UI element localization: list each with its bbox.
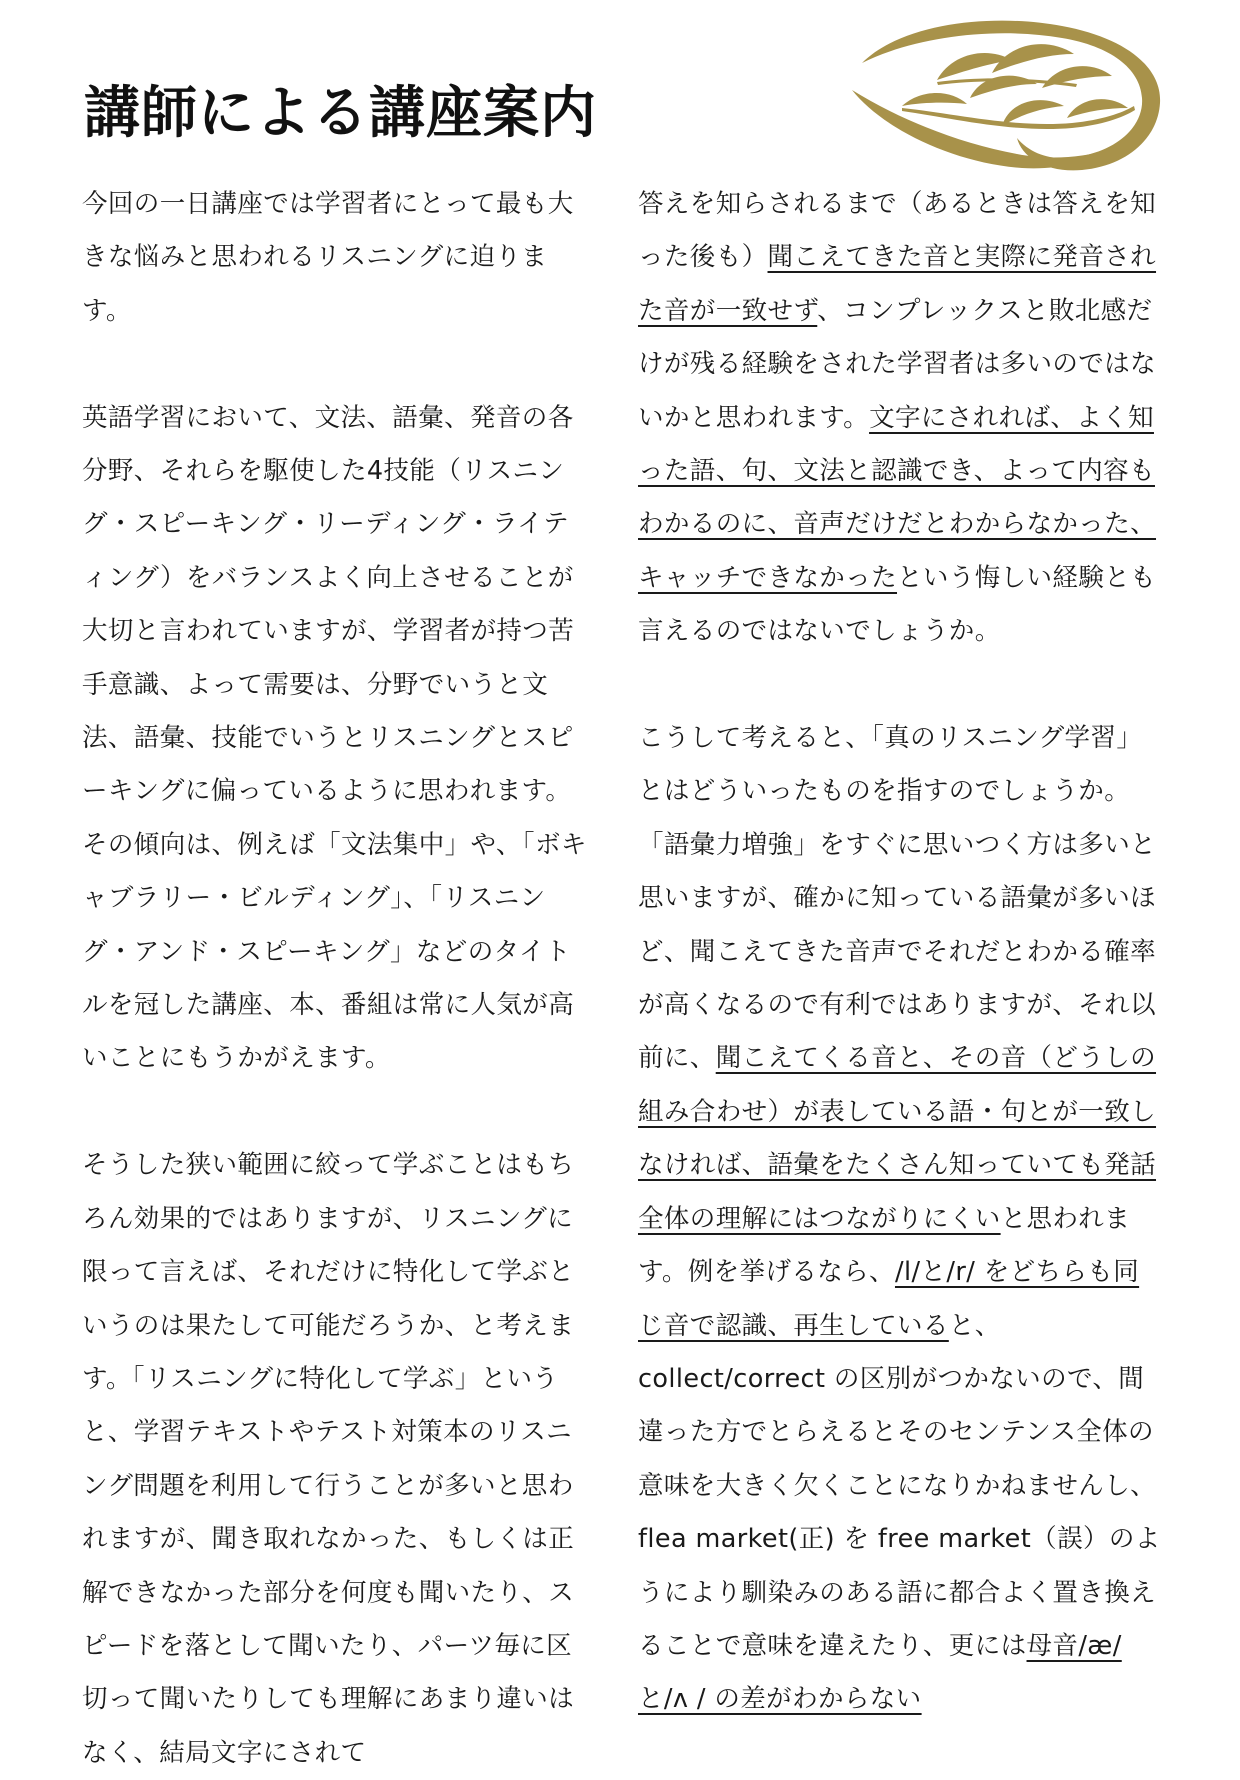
left-column <box>82 178 592 1780</box>
true-listening-paragraph <box>638 712 1163 1727</box>
focused-study-paragraph: そうした狭い範囲に絞って学ぶことはもちろん効果的ではありますが、リスニングに限って言えば、それだけに特化して学ぶというのは果たして可能だろうか、と考えます。「リスニングに特化して学ぶ」というと、学習テキストやテスト対策本のリスニング問題を利用して行うことが多いと思われますが、聞き取れなかった、もしくは正解できなかった部分を何度も聞いたり、スピードを落として聞いたり、パーツ毎に区切って聞いたりしても理解にあまり違いはなく、結局文字にされて <box>82 1150 575 1768</box>
text-segment: という悔しい経験とも言えるのではないでしょうか。 <box>638 562 1157 647</box>
skills-paragraph: 英語学習において、文法、語彙、発音の各分野、それらを駆使した4技能（リスニング・スピーキング・リーディング・ライティング）をバランスよく向上させることが大切と言われていますが、学習者が持つ苦手意識、よって需要は、分野でいうと文法、語彙、技能でいうとリスニングとスピーキングに偏っているように思われます。その傾向は、例えば「文法集中」や、「ボキャブラリー・ビルディング」、「リスニング・アンド・スピーキング」などのタイトルを冠した講座、本、番組は常に人気が高いことにもうかがえます。 <box>82 402 587 1074</box>
intro-paragraph: 今回の一日講座では学習者にとって最も大きな悩みと思われるリスニングに迫ります。 <box>82 189 574 326</box>
right-column <box>638 178 1163 1727</box>
underlined-text: 聞こえてくる音と、その音（どうしの組み合わせ）が表している語・句とが一致しなければ、語彙をたくさん知っていても発話全体の理解にはつながりにくい <box>638 1043 1157 1234</box>
leaf-ornament-logo <box>842 18 1172 183</box>
underlined-text: 母音/æ/ と/ʌ / の差がわからない <box>638 1630 1122 1715</box>
text-segment: 、コンプレックスと敗北感だけが残る経験をされた学習者は多いのではないかと思われます。 <box>638 295 1157 433</box>
underlined-text: 文字にされれば、よく知った語、句、文法と認識でき、よって内容もわかるのに、音声だけだとわからなかった、キャッチできなかった <box>638 402 1157 593</box>
text-segment: 答えを知らされるまで（あるときは答えを知った後も） <box>638 189 1157 273</box>
experience-paragraph <box>638 178 1163 659</box>
page-title: 講師による講座案内 <box>84 81 597 146</box>
underlined-text: /l/と/r/ をどちらも同じ音で認識、再生している <box>638 1257 1140 1341</box>
text-segment: こうして考えると、「真のリスニング学習」とはどういったものを指すのでしょうか。「語彙力増強」をすぐに思いつく方は多いと思いますが、確かに知っている語彙が多いほど、聞こえてきた音声でそれだとわかる確率が高くなるので有利ではありますが、それ以前に、 <box>638 723 1157 1074</box>
text-segment: と、collect/correct の区別がつかないので、間違った方でとらえるとそのセンテンス全体の意味を大きく欠くことになりかねませんし、flea market(正) を free market（誤）のようにより馴染みのある語に都合よく置き換えることで意味を違えたり、更には <box>638 1310 1161 1661</box>
underlined-text: 聞こえてきた音と実際に発音された音が一致せず <box>638 242 1157 326</box>
text-segment: と思われます。例を挙げるなら、 <box>638 1203 1131 1288</box>
